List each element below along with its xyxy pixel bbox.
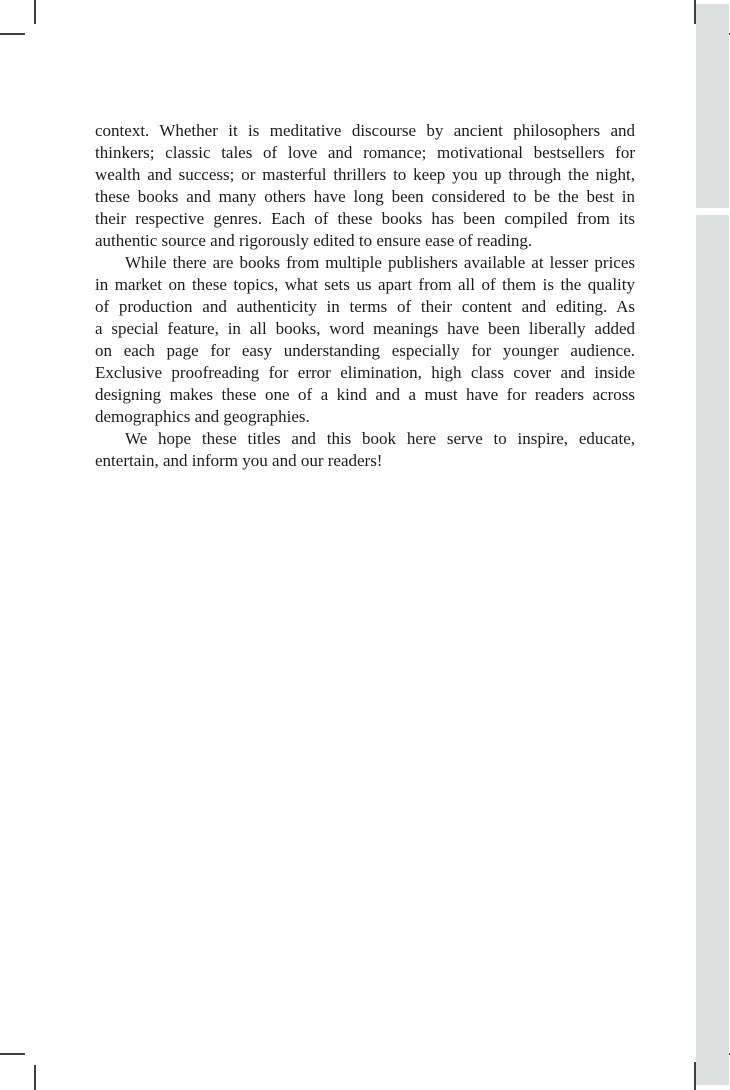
page-edge-strip-bottom [696, 215, 729, 1085]
text-line: Exclusive proofreading for error elimination, high class cover and inside [95, 363, 635, 382]
text-line: on each page for easy understanding especially for younger audience. [95, 341, 635, 360]
text-line: these books and many others have long been considered to be the best in [95, 187, 635, 206]
text-line: a special feature, in all books, word meanings have been liberally added [95, 319, 635, 338]
text-line: demographics and geographies. [95, 407, 310, 426]
page-text [95, 120, 635, 472]
crop-mark-bottom-left-horizontal [0, 1053, 25, 1055]
crop-mark-bottom-left-vertical [34, 1065, 36, 1090]
text-line: authentic source and rigorously edited to ensure ease of reading. [95, 231, 533, 250]
page-edge-strip-top [696, 4, 729, 208]
text-line: thinkers; classic tales of love and romance; motivational bestsellers for [95, 143, 635, 162]
text-line: While there are books from multiple publishers available at lesser prices [125, 253, 635, 272]
text-line: entertain, and inform you and our readers! [95, 451, 383, 470]
paragraph-2 [95, 252, 635, 428]
crop-mark-top-left-vertical [34, 0, 36, 24]
text-line: of production and authenticity in terms of their content and editing. As [95, 297, 635, 316]
paragraph-3 [95, 428, 635, 472]
crop-mark-top-left-horizontal [0, 33, 25, 35]
text-line: designing makes these one of a kind and a must have for readers across [95, 385, 635, 404]
paragraph-1 [95, 120, 635, 252]
text-line: context. Whether it is meditative discourse by ancient philosophers and [95, 121, 635, 140]
text-line: We hope these titles and this book here serve to inspire, educate, [125, 429, 635, 448]
text-line: wealth and success; or masterful thrillers to keep you up through the night, [95, 165, 635, 184]
text-line: in market on these topics, what sets us apart from all of them is the quality [95, 275, 635, 294]
text-line: their respective genres. Each of these books has been compiled from its [95, 209, 635, 228]
